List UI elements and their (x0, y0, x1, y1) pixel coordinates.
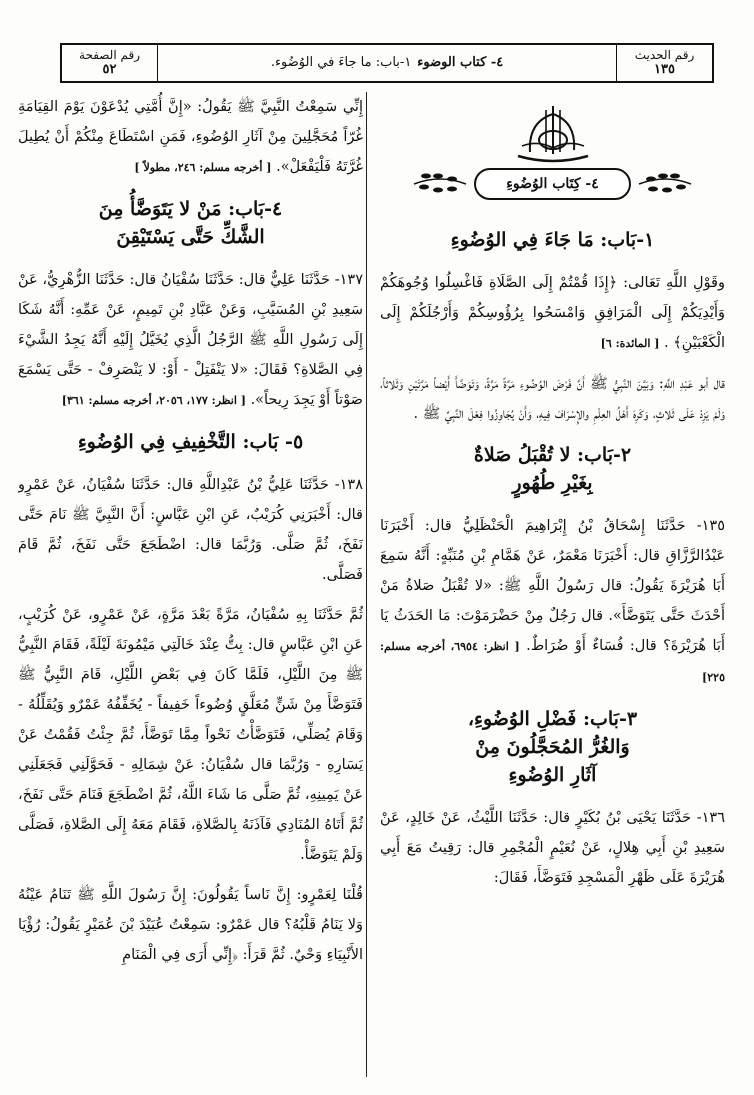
hadith-number-label: رقم الحديث (634, 48, 695, 62)
bab-4-line-1: ٤-بَاب: مَنْ لا يَتَوَضَّأُ مِنَ (98, 198, 283, 220)
right-column (380, 92, 725, 1077)
hadith-136-reference: [ أخرجه مسلم: ٢٤٦، مطولاً ] (134, 161, 272, 174)
section-title: ١-باب: ما جاءَ في الوُضُوء. (270, 55, 412, 71)
bab-5-heading: ٥- بَاب: التَّخْفِيفِ فِي الوُضُوءِ (77, 431, 304, 453)
page-number-box (62, 45, 158, 81)
column-divider (366, 92, 367, 1077)
kitab-banner (380, 168, 725, 200)
hadith-135-reference: [ انظر: ٦٩٥٤، أخرجه مسلم: ٢٢٥] (380, 640, 725, 684)
hadith-number: ١٣٥ (654, 62, 675, 78)
bab-4-heading (18, 195, 363, 251)
bab-2-line-2: بِغَيْرِ طُهُورٍ (512, 472, 593, 494)
bab-3-line-3: آثَارِ الوُضُوءِ (508, 764, 597, 786)
bab-2-line-1: ٢-بَاب: لا تُقْبَلُ صَلاةٌ (473, 444, 632, 466)
hadith-137-reference: [ انظر: ١٧٧، ٢٠٥٦، أخرجه مسلم: ٣٦١] (61, 394, 246, 407)
bab-3-heading (380, 705, 725, 789)
header-titles (158, 45, 616, 81)
hadith-136-continued (18, 92, 363, 183)
bab-4-line-2: الشَّكِّ حَتَّى يَسْتَيْقِنَ (116, 226, 265, 248)
leaf-ornament-icon (637, 170, 693, 198)
hadith-number-box (616, 45, 712, 81)
hadith-138-question: قُلْنَا لِعَمْرٍو: إِنَّ نَاساً يَقُولُونَ: إِنَّ رَسُولَ اللَّهِ ﷺ تَنَامُ عَيْنُهُ وَلا يَنَامُ قَلْبُهُ؟ قال عَمْرٌو: سَمِعْتُ عُبَيْدَ بْنَ عُمَيْرٍ يَقُولُ: رُؤْيَا الأَنْبِيَاءِ وَحْيٌ. ثُمَّ قَرَأَ: ﴿إِنِّي أَرَى فِي الْمَنَامِ (18, 887, 363, 963)
bab-3-line-2: وَالغُرُّ المُحَجَّلُونَ مِنْ (475, 736, 630, 758)
kitab-title: ٤- كِتَاب الوُضُوءِ (474, 168, 631, 200)
verse-reference: [ المائدة: ٦] (600, 337, 660, 350)
bab-2-heading (380, 441, 725, 497)
hadith-137 (18, 265, 363, 416)
hadith-137-text: ١٣٧- حَدَّثَنَا عَلِيٌّ قال: حَدَّثَنَا سُفْيَانُ قال: حَدَّثَنَا الزُّهْرِيُّ، عَنْ سَعِيدِ بْنِ المُسَيَّبِ، وَعَنْ عَبَّادِ بْنِ تَمِيمٍ، عَنْ عَمِّهِ: أَنَّهُ شَكَا إِلَى رَسُولِ اللَّهِ ﷺ الرَّجُلُ الَّذِي يُخَيَّلُ إِلَيْهِ أَنَّهُ يَجِدُ الشَّيْءَ فِي الصَّلاةِ؟ فَقَالَ: «لا يَنْفَتِلْ - أَوْ: لا يَنْصَرِفْ - حَتَّى يَسْمَعَ صَوْتاً أَوْ يَجِدَ رِيحاً». (18, 272, 363, 408)
quran-verse-text: وقَوْلِ اللَّهِ تَعَالى: ﴿إِذَا قُمْتُمْ إِلَى الصَّلَاةِ فَاغْسِلُوا وُجُوهَكُمْ وَأَيْدِيَكُمْ إِلَى الْمَرَافِقِ وَامْسَحُوا بِرُؤُوسِكُمْ وَأَرْجُلَكُمْ إِلَى الْكَعْبَيْنِ﴾ . (380, 275, 725, 351)
hadith-135-text: ١٣٥- حَدَّثَنَا إِسْحَاقُ بْنُ إِبْرَاهِيمَ الْحَنْظَلِيُّ قال: أَخْبَرَنَا عَبْدُالرَّزَّاقِ قال: أَخْبَرَنَا مَعْمَرٌ، عَنْ هَمَّامِ بْنِ مُنَبِّهٍ: أَنَّهُ سَمِعَ أَبَا هُرَيْرَةَ يَقُولُ: قال رَسُولُ اللَّهِ ﷺ: «لا تُقْبَلُ صَلاةُ مَنْ أَحْدَثَ حَتَّى يَتَوَضَّأَ». قال رَجُلٌ مِنْ حَضْرَمَوْتَ: مَا الحَدَثُ يَا أَبَا هُرَيْرَةَ؟ قال: فُسَاءٌ أَوْ ضُرَاطٌ. (380, 518, 725, 654)
bukhari-note-paragraph: قال أبو عَبْدِ اللَّهِ: وَبَيَّنَ النَّبِيُّ ﷺ أَنَّ فَرْضَ الوُضُوءِ مَرَّةً مَرَّةً، وَتَوَضَّأَ أَيْضاً مَرَّتَيْنِ وَثَلاثاً، وَلَمْ يَزِدْ عَلَى ثَلاثٍ، وَكَرِهَ أَهْلُ العِلْمِ والإِسْرَافَ فِيهِ، وَأَنْ يُجَاوِزُوا فِعْلَ النَّبِيِّ ﷺ . (380, 376, 725, 422)
hadith-135 (380, 511, 725, 693)
page-number: ٥٢ (102, 62, 117, 78)
hadith-136-continued-text: إِنِّي سَمِعْتُ النَّبِيَّ ﷺ يَقُولُ: «إِنَّ أُمَّتِي يُدْعَوْنَ يَوْمَ القِيَامَةِ غُرّاً مُحَجَّلِينَ مِنْ آثَارِ الوُضُوءِ، فَمَنِ اسْتَطَاعَ مِنْكُمْ أَنْ يُطِيلَ غُرَّتَهُ فَلْيَفْعَلْ». (18, 99, 363, 175)
page-number-label: رقم الصفحة (79, 48, 140, 62)
chapter-title: ٤- كتاب الوضوء (417, 55, 504, 71)
basmala-emblem (380, 102, 725, 164)
calligraphy-emblem-icon (508, 102, 598, 164)
running-header (60, 43, 714, 83)
bab-1-heading: ١-بَاب: مَا جَاءَ فِي الوُضُوءِ (450, 229, 655, 251)
left-column (18, 92, 363, 1077)
hadith-138-second-narration: ثُمَّ حَدَّثَنَا بِهِ سُفْيَانُ، مَرَّةً بَعْدَ مَرَّةٍ، عَنْ عَمْرٍو، عَنْ كُرَيْبٍ، عَنِ ابْنِ عَبَّاسٍ قال: بِتُّ عِنْدَ خَالَتِي مَيْمُونَةَ لَيْلَةً، فَقَامَ النَّبِيُّ ﷺ مِنَ اللَّيْلِ، فَلَمَّا كَانَ فِي بَعْضِ اللَّيْلِ، قَامَ النَّبِيُّ ﷺ فَتَوَضَّأَ مِنْ شَنٍّ مُعَلَّقٍ وُضُوءاً خَفِيفاً - يُخَفِّفُهُ عَمْرٌو وَيُقَلِّلُهُ - وَقَامَ يُصَلِّي، فَتَوَضَّأْتُ نَحْواً مِمَّا تَوَضَّأَ، ثُمَّ جِئْتُ فَقُمْتُ عَنْ يَسَارِهِ - وَرُبَّمَا قال سُفْيَانُ: عَنْ شِمَالِهِ - فَحَوَّلَنِي فَجَعَلَنِي عَنْ يَمِينِهِ، ثُمَّ صَلَّى مَا شَاءَ اللَّهُ، ثُمَّ اضْطَجَعَ فَنَامَ حَتَّى نَفَخَ، ثُمَّ أَتَاهُ المُنَادِي فَآذَنَهُ بِالصَّلاةِ، فَقَامَ مَعَهُ إِلَى الصَّلاةِ، فَصَلَّى وَلَمْ يَتَوَضَّأْ. (18, 607, 363, 863)
quran-verse-paragraph (380, 268, 725, 359)
hadith-136: ١٣٦- حَدَّثَنَا يَحْيَى بْنُ بُكَيْرٍ قال: حَدَّثَنَا اللَّيْثُ، عَنْ خَالِدٍ، عَنْ سَعِيدِ بْنِ أَبِي هِلالٍ، عَنْ نُعَيْمٍ الْمُجْمِرِ قال: رَقِيتُ مَعَ أَبِي هُرَيْرَةَ عَلَى ظَهْرِ الْمَسْجِدِ فَتَوَضَّأَ، فَقَالَ: (380, 810, 725, 886)
hadith-138: ١٣٨- حَدَّثَنَا عَلِيُّ بْنُ عَبْدِاللَّهِ قال: حَدَّثَنَا سُفْيَانُ، عَنْ عَمْرٍو قال: أَخْبَرَنِي كُرَيْبٌ، عَنِ ابْنِ عَبَّاسٍ: أَنَّ النَّبِيَّ ﷺ نَامَ حَتَّى نَفَخَ، ثُمَّ صَلَّى. وَرُبَّمَا قال: اضْطَجَعَ حَتَّى نَفَخَ، ثُمَّ قَامَ فَصَلَّى. (18, 477, 363, 583)
bab-3-line-1: ٣-بَاب: فَضْلِ الوُضُوءِ، (467, 708, 638, 730)
leaf-ornament-icon (412, 170, 468, 198)
